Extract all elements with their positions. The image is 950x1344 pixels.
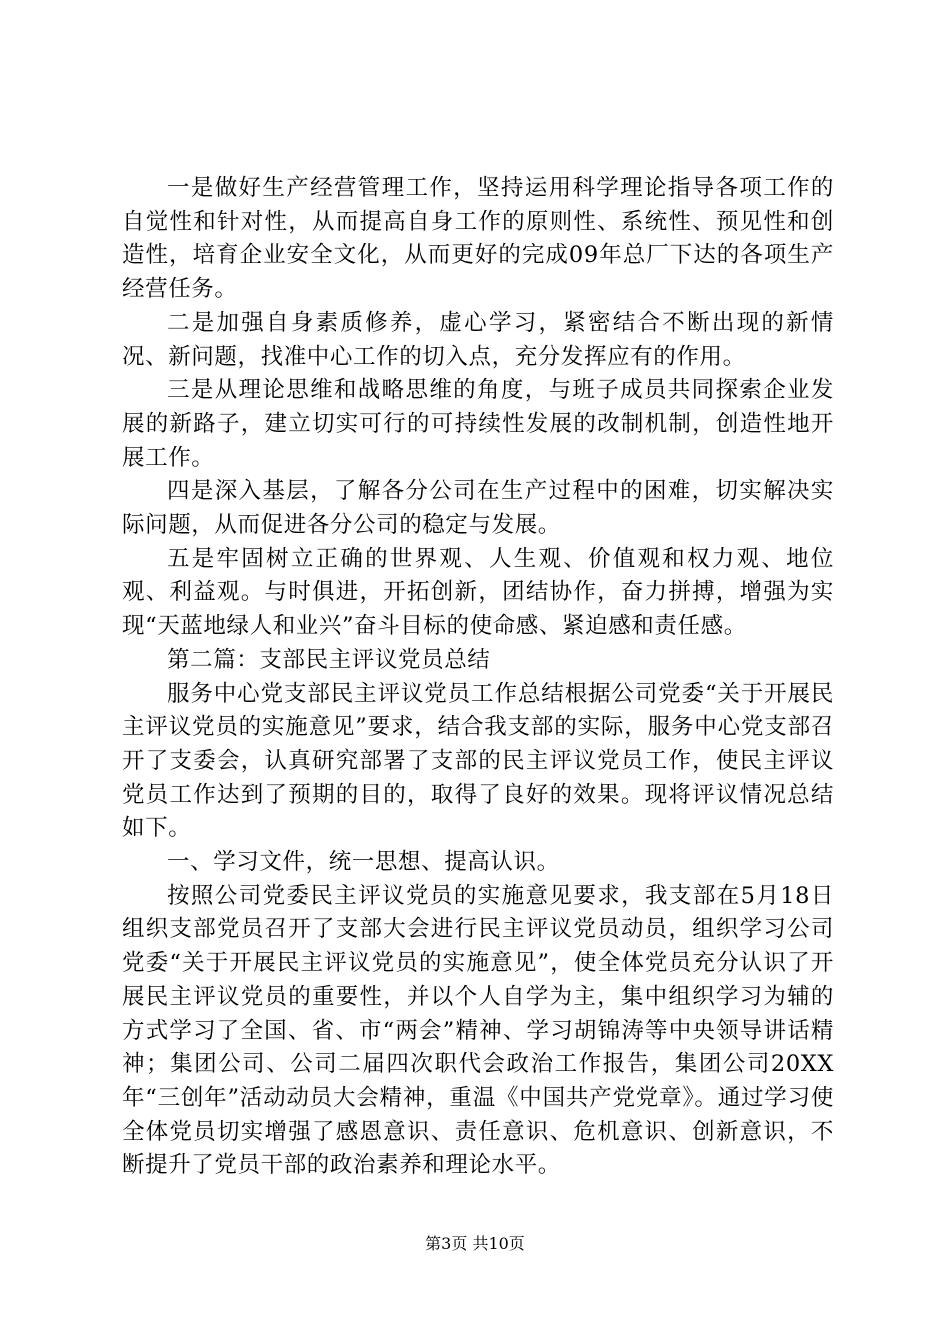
subsection-heading: 一、学习文件，统一思想、提高认识。 [167, 849, 560, 876]
paragraph-4: 四是深入基层，了解各分公司在生产过程中的困难，切实解决实际问题，从而促进各分公司的稳定与发展。 [122, 478, 834, 539]
paragraph-5: 五是牢固树立正确的世界观、人生观、价值观和权力观、地位观、利益观。与时俱进，开拓创新，团结协作，奋力拼搏，增强为实现“天蓝地绿人和业兴”奋斗目标的使命感、紧迫感和责任感。 [122, 545, 834, 640]
page-footer: 第3页 共10页 [425, 1234, 525, 1253]
paragraph-1: 一是做好生产经营管理工作，坚持运用科学理论指导各项工作的自觉性和针对性，从而提高自身工作的原则性、系统性、预见性和创造性，培育企业安全文化，从而更好的完成09年总厂下达的各项生产经营任务。 [122, 175, 834, 303]
paragraph-6: 服务中心党支部民主评议党员工作总结根据公司党委“关于开展民主评议党员的实施意见”要求，结合我支部的实际，服务中心党支部召开了支委会，认真研究部署了支部的民主评议党员工作，使民主评议党员工作达到了预期的目的，取得了良好的效果。现将评议情况总结如下。 [122, 680, 834, 842]
paragraph-2: 二是加强自身素质修养，虚心学习，紧密结合不断出现的新情况、新问题，找准中心工作的切入点，充分发挥应有的作用。 [122, 309, 834, 370]
document-body [122, 172, 834, 1183]
paragraph-3: 三是从理论思维和战略思维的角度，与班子成员共同探索企业发展的新路子，建立切实可行的可持续性发展的改制机制，创造性地开展工作。 [122, 377, 834, 471]
paragraph-7: 按照公司党委民主评议党员的实施意见要求，我支部在5月18日组织支部党员召开了支部大会进行民主评议党员动员，组织学习公司党委“关于开展民主评议党员的实施意见”，使全体党员充分认识了开展民主评议党员的重要性，并以个人自学为主，集中组织学习为辅的方式学习了全国、省、市“两会”精神、学习胡锦涛等中央领导讲话精神；集团公司、公司二届四次职代会政治工作报告，集团公司20XX年“三创年”活动动员大会精神，重温《中国共产党党章》。通过学习使全体党员切实增强了感恩意识、责任意识、危机意识、创新意识，不断提升了党员干部的政治素养和理论水平。 [122, 882, 834, 1179]
section-heading: 第二篇：支部民主评议党员总结 [167, 646, 491, 673]
